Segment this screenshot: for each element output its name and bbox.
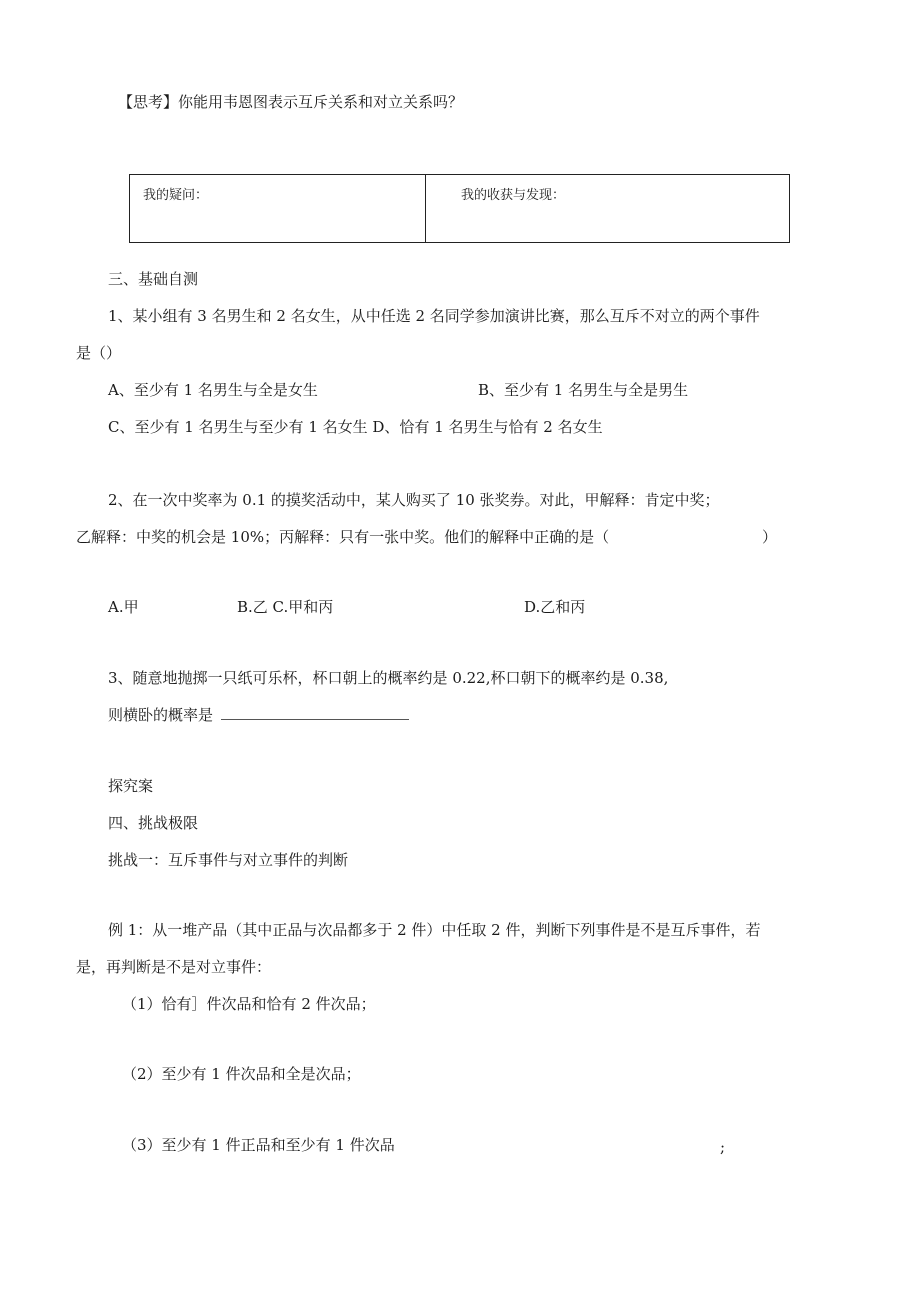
q3-stem-text: 则横卧的概率是 [108, 706, 214, 724]
q2-stem-line1: 2、在一次中奖率为 0.1 的摸奖活动中，某人购买了 10 张奖券。对此，甲解释：肯定中奖； [108, 491, 720, 509]
reflection-table [129, 174, 790, 243]
section-3-title: 三、基础自测 [108, 270, 199, 288]
q2-option-a: A.甲 [108, 598, 139, 616]
explore-title: 探究案 [108, 777, 154, 795]
example-1-item2: （2）至少有 1 件次品和全是次品； [122, 1065, 361, 1083]
table-divider [425, 175, 426, 242]
think-bracket: 【思考】 [118, 93, 179, 111]
q3-stem-line2 [108, 705, 409, 725]
example-1-line2: 是，再判断是不是对立事件： [76, 958, 272, 976]
example-1-item1: （1）恰有］件次品和恰有 2 件次品； [122, 995, 376, 1013]
q1-stem-line2: 是（） [76, 344, 122, 362]
q1-option-b: B、至少有 1 名男生与全是男生 [478, 381, 689, 399]
q2-option-d: D.乙和丙 [524, 598, 586, 616]
q1-option-a: A、至少有 1 名男生与全是女生 [108, 381, 318, 399]
q1-option-cd: C、至少有 1 名男生与至少有 1 名女生 D、恰有 1 名男生与恰有 2 名女生 [108, 418, 603, 436]
example-1-item3-end: ; [720, 1138, 726, 1156]
challenge-1-title: 挑战一：互斥事件与对立事件的判断 [108, 851, 349, 869]
example-1-line1: 例 1：从一堆产品（其中正品与次品都多于 2 件）中任取 2 件，判断下列事件是不是互斥事件，若 [108, 921, 761, 939]
think-prompt [118, 92, 463, 112]
q1-stem-line1: 1、某小组有 3 名男生和 2 名女生，从中任选 2 名同学参加演讲比赛，那么互斥不对立的两个事件 [108, 307, 760, 325]
doubt-label: 我的疑问： [143, 188, 209, 203]
q2-option-bc: B.乙 C.甲和丙 [237, 598, 334, 616]
q2-stem-line2: 乙解释：中奖的机会是 10%；丙解释：只有一张中奖。他们的解释中正确的是（ [76, 528, 610, 546]
q3-answer-blank [221, 705, 409, 720]
example-1-item3: （3）至少有 1 件正品和至少有 1 件次品 [122, 1136, 395, 1154]
q3-stem-line1: 3、随意地抛掷一只纸可乐杯，杯口朝上的概率约是 0.22,杯口朝下的概率约是 0.38, [108, 669, 669, 687]
think-question: 你能用韦恩图表示互斥关系和对立关系吗？ [178, 93, 464, 111]
section-4-title: 四、挑战极限 [108, 814, 199, 832]
gain-label: 我的收获与发现： [461, 188, 566, 203]
q2-close-paren: ） [762, 528, 778, 546]
